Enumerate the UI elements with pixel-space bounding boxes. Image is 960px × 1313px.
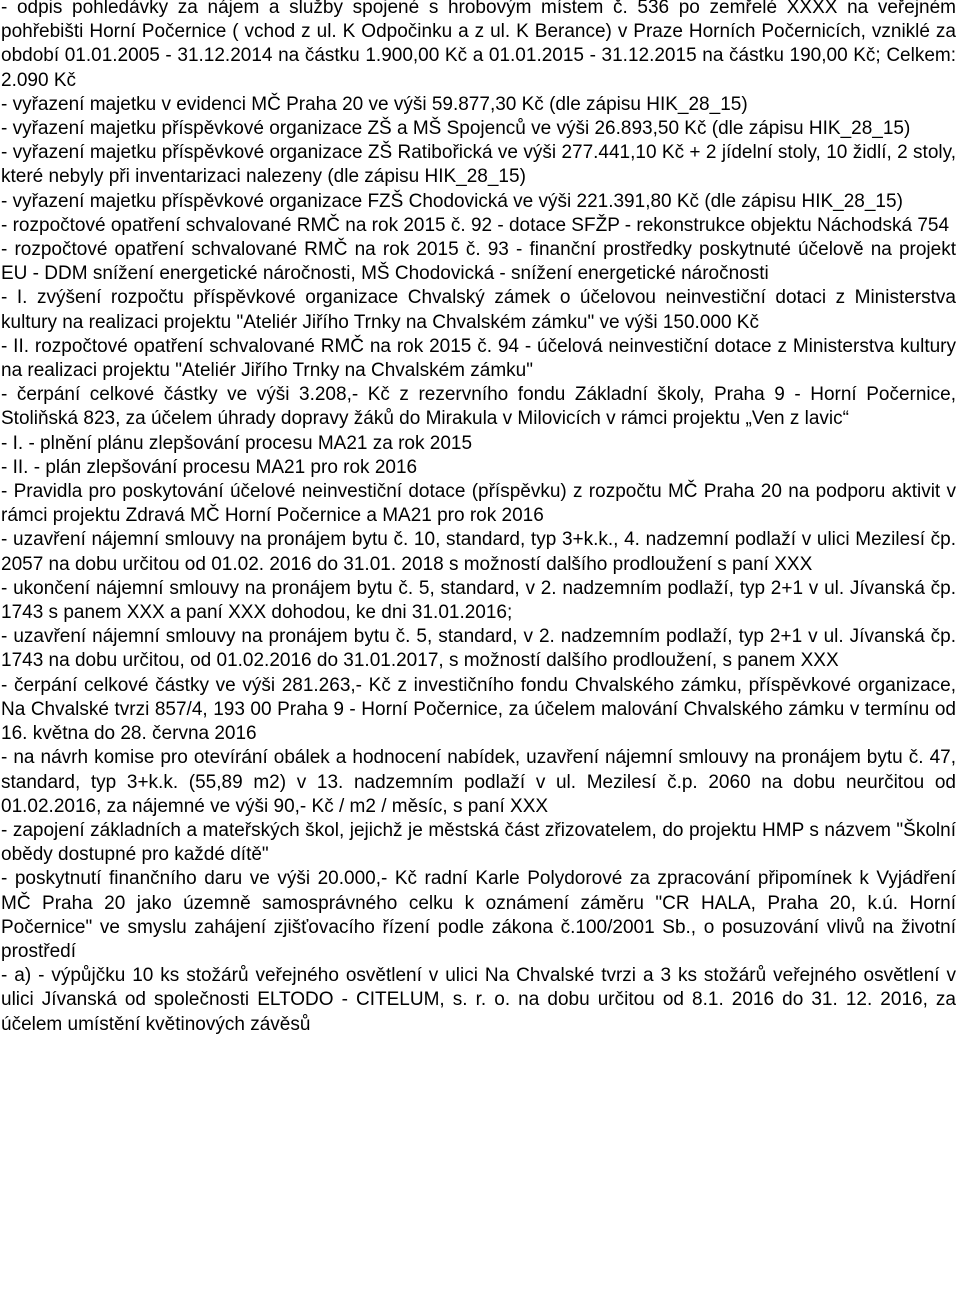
paragraph-ma21-plan-2016: - II. - plán zlepšování procesu MA21 pro rok 2016 (1, 456, 418, 478)
paragraph-budget-measure-94: - II. rozpočtové opatření schvalované RMČ na rok 2015 č. 94 - účelová neinvestiční dotace z Ministerstva kultury na realizaci projektu "Ateliér Jiřího Trnky na Chvalském zámku" (1, 335, 956, 382)
paragraph-school-lunch-project: - zapojení základních a mateřských škol, jejichž je městská část zřizovatelem, do projektu HMP s názvem "Školní obědy dostupné pro každé dítě" (1, 819, 956, 866)
paragraph-budget-measure-92: - rozpočtové opatření schvalované RMČ na rok 2015 č. 92 - dotace SFŽP - rekonstrukce objektu Náchodská 754 (1, 214, 950, 236)
paragraph-lease-jivanska: - uzavření nájemní smlouvy na pronájem bytu č. 5, standard, v 2. nadzemním podlaží, typ 2+1 v ul. Jívanská čp. 1743 na dobu určitou, od 01.02.2016 do 31.01.2017, s možností dalšího prodloužení, s panem XXX (1, 626, 956, 672)
paragraph-lease-mezilesi-2060: - na návrh komise pro otevírání obálek a hodnocení nabídek, uzavření nájemní smlouvy na pronájem bytu č. 47, standard, typ 3+k.k. (55,89 m2) v 13. nadzemním podlaží v ul. Mezilesí č.p. 2060 na dobu neurčitou od 01.02.2016, za nájemné ve výši 90,- Kč / m2 / měsíc, s paní XXX (1, 747, 956, 817)
paragraph-asset-removal-spojencu: - vyřazení majetku příspěvkové organizace ZŠ a MŠ Spojenců ve výši 26.893,50 Kč (dle zápisu HIK_28_15) (1, 118, 911, 140)
paragraph-budget-measure-93: - rozpočtové opatření schvalované RMČ na rok 2015 č. 93 - finanční prostředky poskytnuté účelově na projekt EU - DDM snížení energetické náročnosti, MŠ Chodovická - snížení energetické náročnosti (1, 239, 956, 285)
paragraph-lease-termination-jivanska: - ukončení nájemní smlouvy na pronájem bytu č. 5, standard, v 2. nadzemním podlaží, typ 2+1 v ul. Jívanská čp. 1743 s panem XXX a paní XXX dohodou, ke dni 31.01.2016; (1, 577, 956, 624)
paragraph-financial-gift: - poskytnutí finančního daru ve výši 20.000,- Kč radní Karle Polydorové za zpracování připomínek k Vyjádření MČ Praha 20 jako územně samosprávného celku k oznámení záměru "CR HALA, Praha 20, k.ú. Horní Počernice" ve smyslu zahájení zjišťovacího řízení podle zákona č.100/2001 Sb., o posuzování vlivů na životní prostředí (1, 868, 956, 962)
paragraph-lamp-post-loan: - a) - výpůjčku 10 ks stožárů veřejného osvětlení v ulici Na Chvalské tvrzi a 3 ks stožárů veřejného osvětlení v ulici Jívanská od společnosti ELTODO - CITELUM, s. r. o. na dobu určitou od 8.1. 2016 do 31. 12. 2016, za účelem umístění květinových závěsů (1, 965, 956, 1035)
paragraph-school-reserve-fund: - čerpání celkové částky ve výši 3.208,- Kč z rezervního fondu Základní školy, Praha 9 - Horní Počernice, Stoliňská 823, za účelem úhrady dopravy žáků do Mirakula v Milovicích v rámci projektu „Ven z lavic“ (1, 384, 956, 430)
paragraph-lease-mezilesi-2057: - uzavření nájemní smlouvy na pronájem bytu č. 10, standard, typ 3+k.k., 4. nadzemní podlaží v ulici Mezilesí čp. 2057 na dobu určitou od 01.02. 2016 do 31.01. 2018 s možností dalšího prodloužení s paní XXX (1, 529, 956, 575)
paragraph-grant-rules: - Pravidla pro poskytování účelové neinvestiční dotace (příspěvku) z rozpočtu MČ Praha 20 na podporu aktivit v rámci projektu Zdravá MČ Horní Počernice a MA21 pro rok 2016 (1, 481, 956, 527)
paragraph-grave-debt-writeoff: - odpis pohledávky za nájem a služby spojené s hrobovým místem č. 536 po zemřelé XXXX na veřejném pohřebišti Horní Počernice ( vchod z ul. K Odpočinku a z ul. K Berance) v Praze Horních Počernicích, vzniklé za období 01.01.2005 - 31.12.2014 na částku 1.900,00 Kč a 01.01.2015 - 31.12.2015 na částku 190,00 Kč; Celkem: 2.090 Kč (1, 0, 956, 91)
paragraph-asset-removal-mc: - vyřazení majetku v evidenci MČ Praha 20 ve výši 59.877,30 Kč (dle zápisu HIK_28_15) (1, 93, 748, 115)
paragraph-chvalsky-zamek-investment-fund: - čerpání celkové částky ve výši 281.263,- Kč z investičního fondu Chvalského zámku, příspěvkové organizace, Na Chvalské tvrzi 857/4, 193 00 Praha 9 - Horní Počernice, za účelem malování Chvalského zámku v termínu od 16. května do 28. června 2016 (1, 674, 956, 745)
paragraph-ma21-plan-2015: - I. - plnění plánu zlepšování procesu MA21 za rok 2015 (1, 432, 473, 454)
paragraph-chvalsky-zamek-budget-increase: - I. zvýšení rozpočtu příspěvkové organizace Chvalský zámek o účelovou neinvestiční dotaci z Ministerstva kultury na realizaci projektu "Ateliér Jiřího Trnky na Chvalském zámku" ve výši 150.000 Kč (1, 287, 956, 333)
paragraph-asset-removal-chodovická: - vyřazení majetku příspěvkové organizace FZŠ Chodovická ve výši 221.391,80 Kč (dle zápisu HIK_28_15) (1, 190, 903, 212)
paragraph-asset-removal-ratiborická: - vyřazení majetku příspěvkové organizace ZŠ Ratibořická ve výši 277.441,10 Kč + 2 jídelní stoly, 10 židlí, 2 stoly, které nebyly při inventarizaci nalezeny (dle zápisu HIK_28_15) (1, 142, 956, 188)
